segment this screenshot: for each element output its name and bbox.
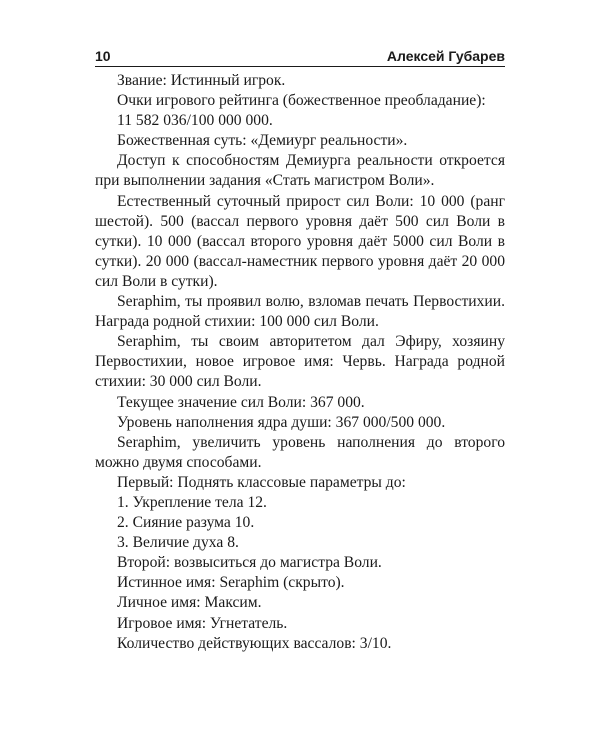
paragraph: Божественная суть: «Демиург реальности».: [117, 132, 408, 150]
paragraph: Первый: Поднять классовые параметры до:: [117, 473, 406, 491]
paragraph: Звание: Истинный игрок.: [117, 72, 286, 89]
running-head-author: Алексей Губарев: [386, 48, 505, 64]
paragraph: Второй: возвыситься до магистра Воли.: [117, 554, 382, 572]
paragraph: Очки игрового рейтинга (божественное преобладание):: [117, 92, 486, 110]
paragraph: Игровое имя: Угнетатель.: [117, 614, 288, 632]
paragraph: Текущее значение сил Воли: 367 000.: [117, 393, 365, 411]
paragraph: Личное имя: Максим.: [117, 594, 262, 612]
paragraph: Seraphim, увеличить уровень наполнения до второго можно двумя способами.: [95, 433, 505, 471]
page-header: [95, 30, 505, 67]
paragraph: 2. Сияние разума 10.: [117, 514, 255, 532]
paragraph: Истинное имя: Seraphim (скрыто).: [117, 574, 345, 592]
paragraph: Уровень наполнения ядра души: 367 000/500 000.: [117, 413, 446, 431]
paragraph: Естественный суточный прирост сил Воли: 10 000 (ранг шестой). 500 (вассал первого уровня даёт 500 сил Воли в сутки). 10 000 (вассал второго уровня даёт 5000 сил Воли в сутки). 20 000 (вассал-наместник первого уровня даёт 20 000 сил Воли в сутки).: [95, 192, 505, 290]
body-text: [95, 71, 505, 654]
page-number: 10: [95, 48, 111, 64]
paragraph: Доступ к способностям Демиурга реальности откроется при выполнении задания «Стать магистром Воли».: [95, 152, 505, 190]
paragraph: Seraphim, ты проявил волю, взломав печать Первостихии. Награда родной стихии: 100 000 сил Воли.: [95, 293, 505, 331]
paragraph: 11 582 036/100 000 000.: [117, 112, 273, 130]
paragraph: 3. Величие духа 8.: [117, 534, 239, 552]
paragraph: Количество действующих вассалов: 3/10.: [117, 634, 392, 652]
paragraph: 1. Укрепление тела 12.: [117, 493, 267, 511]
paragraph: Seraphim, ты своим авторитетом дал Эфиру, хозяину Первостихии, новое игровое имя: Червь. Награда родной стихии: 30 000 сил Воли.: [95, 333, 505, 391]
